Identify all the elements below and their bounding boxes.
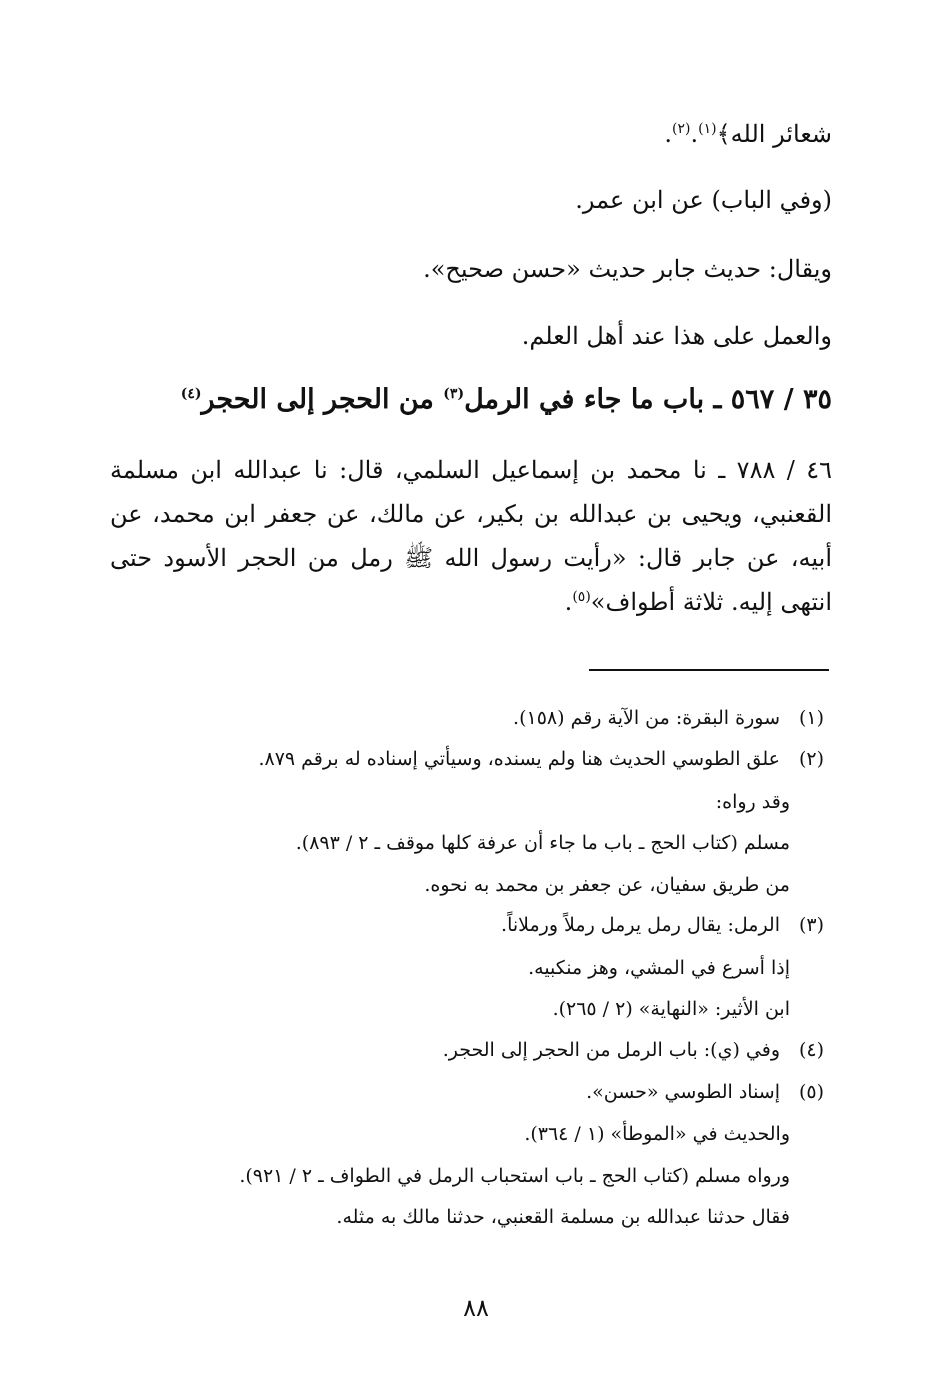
- hadith-text: ٤٦ / ٧٨٨ ـ نا محمد بن إسماعيل السلمي، قال: نا عبدالله ابن مسلمة القعنبي، ويحيى بن عبدالله بن بكير، عن مالك، عن جعفر ابن محمد، عن أبيه، عن جابر قال: «رأيت رسول الله ﷺ رمل من الحجر الأسود حتى انتهى إليه. ثلاثة أطواف»: [110, 456, 833, 616]
- footnote-ref: (٣): [443, 386, 465, 402]
- hadith-end: .: [564, 588, 573, 616]
- footnote-ref: (٥): [572, 589, 591, 605]
- chapter-heading: [181, 378, 832, 422]
- footnote-2-continuation: وقد رواه:: [715, 791, 790, 813]
- footnote-number: (١): [798, 707, 824, 729]
- heading-text: ٣٥ / ٥٦٧ ـ باب ما جاء في الرمل: [464, 384, 832, 415]
- footnote-text: سورة البقرة: من الآية رقم (١٥٨).: [513, 707, 780, 729]
- footnote-number: (٥): [798, 1081, 824, 1103]
- footnote-divider: [589, 669, 829, 671]
- footnote-5-continuation: والحديث في «الموطأ» (١ / ٣٦٤).: [524, 1123, 790, 1145]
- footnote-3-continuation: ابن الأثير: «النهاية» (٢ / ٢٦٥).: [552, 998, 790, 1020]
- footnote-5-continuation: ورواه مسلم (كتاب الحج ـ باب استحباب الرمل في الطواف ـ ٢ / ٩٢١).: [239, 1165, 790, 1187]
- footnote-number: (٢): [798, 748, 824, 770]
- footnote-5: [586, 1077, 824, 1107]
- footnote-text: وفي (ي): باب الرمل من الحجر إلى الحجر.: [442, 1039, 780, 1061]
- page-number: ٨٨: [463, 1294, 489, 1322]
- footnote-text: إسناد الطوسي «حسن».: [586, 1081, 780, 1103]
- footnote-5-continuation: فقال حدثنا عبدالله بن مسلمة القعنبي، حدثنا مالك به مثله.: [336, 1206, 790, 1228]
- footnote-3: [501, 910, 824, 940]
- verse-ending-text: شعائر الله﴾: [716, 120, 832, 148]
- footnote-ref: (١): [698, 121, 717, 137]
- footnote-text: الرمل: يقال رمل يرمل رملاً ورملاناً.: [501, 914, 780, 936]
- footnote-4: [443, 1035, 824, 1065]
- footnote-2-continuation: من طريق سفيان، عن جعفر بن محمد به نحوه.: [424, 874, 790, 896]
- line-end-period: .: [664, 120, 673, 148]
- footnote-number: (٣): [798, 914, 824, 936]
- footnote-ref: (٤): [180, 386, 202, 402]
- verse-ending-line: [664, 116, 832, 152]
- footnote-2-continuation: مسلم (كتاب الحج ـ باب ما جاء أن عرفة كلها موقف ـ ٢ / ٨٩٣).: [295, 832, 790, 854]
- practice-line: والعمل على هذا عند أهل العلم.: [521, 322, 832, 350]
- chapter-note-line: (وفي الباب) عن ابن عمر.: [575, 186, 832, 214]
- footnote-3-continuation: إذا أسرع في المشي، وهز منكبيه.: [528, 957, 790, 979]
- footnote-2: [258, 744, 824, 774]
- footnote-ref: (٢): [672, 121, 691, 137]
- footnote-number: (٤): [798, 1039, 824, 1061]
- grading-line: ويقال: حديث جابر حديث «حسن صحيح».: [423, 255, 832, 283]
- footnote-1: [513, 703, 824, 733]
- heading-text-continued: من الحجر إلى الحجر: [201, 384, 444, 415]
- hadith-paragraph: [110, 448, 832, 624]
- ref-separator: .: [690, 120, 699, 148]
- footnote-text: علق الطوسي الحديث هنا ولم يسنده، وسيأتي إسناده له برقم ٨٧٩.: [258, 748, 780, 770]
